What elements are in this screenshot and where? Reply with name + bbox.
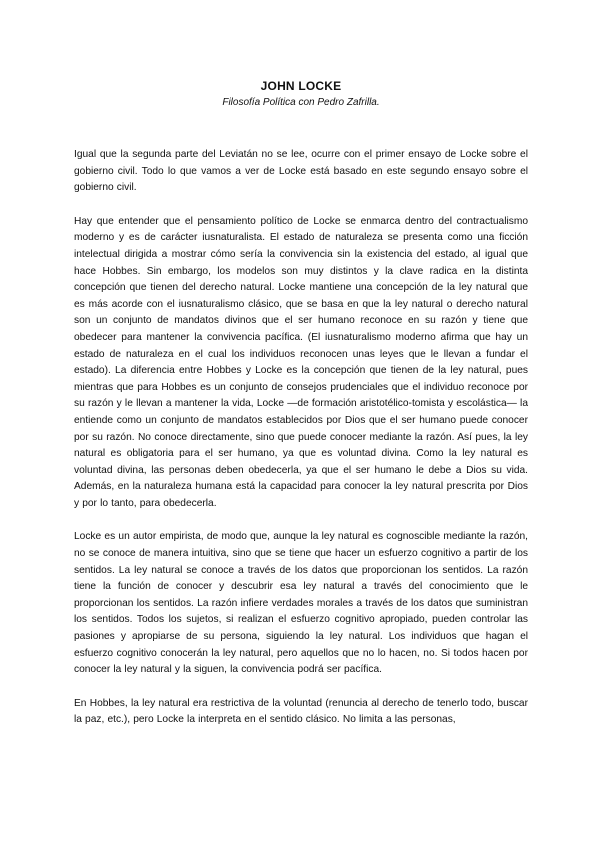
paragraph-hobbes-comparison: En Hobbes, la ley natural era restrictiva de la voluntad (renuncia al derecho de tenerlo todo, buscar la paz, etc.), pero Locke la interpreta en el sentido clásico. No limita a las personas,: [74, 697, 528, 726]
paragraph-intro: Igual que la segunda parte del Leviatán no se lee, ocurre con el primer ensayo de Locke sobre el gobierno civil. Todo lo que vamos a ver de Locke está basado en este segundo ensayo sobre el gobierno civil.: [74, 149, 528, 194]
document-subtitle: Filosofía Política con Pedro Zafrilla.: [222, 97, 380, 108]
document-title: JOHN LOCKE: [260, 79, 342, 93]
paragraph-empiricism: Locke es un autor empirista, de modo que, aunque la ley natural es cognoscible mediante la razón, no se conoce de manera intuitiva, sino que se tiene que hacer un esfuerzo cognitivo a partir de los sentidos. La ley natural se conoce a través de los datos que proporcionan los sentidos. La razón tiene la función de conocer y descubrir esa ley natural a través del conocimiento que le proporcionan los sentidos. La razón infiere verdades morales a través de los datos que suministran los sentidos. Todos los sujetos, si realizan el esfuerzo cognitivo apropiado, pueden controlar las pasiones y apropiarse de su persona, siguiendo la ley natural. Los individuos que hagan el esfuerzo cognitivo conocerán la ley natural, pero aquellos que no lo hacen, no. Si todos hacen por conocer la ley natural y la siguen, la convivencia podrá ser pacífica.: [74, 531, 528, 676]
document-body: [74, 147, 528, 729]
paragraph-contractualism: Hay que entender que el pensamiento político de Locke se enmarca dentro del contractualismo moderno y es de carácter iusnaturalista. El estado de naturaleza se presenta como una ficción intelectual dirigida a mostrar cómo sería la convivencia sin la existencia del estado, al igual que hace Hobbes. Sin embargo, los modelos son muy distintos y la clave radica en la distinta concepción que tienen del derecho natural. Locke mantiene una concepción de la ley natural que es más acorde con el iusnaturalismo clásico, que se basa en que la ley natural o derecho natural son un conjunto de mandatos divinos que el ser humano reconoce en su razón y tiene que obedecer para mantener la convivencia pacífica. (El iusnaturalismo moderno afirma que hay un estado de naturaleza en el cual los individuos reconocen unas leyes que le llevan a fundar el estado). La diferencia entre Hobbes y Locke es la concepción que tienen de la ley natural, pues mientras que para Hobbes es un conjunto de consejos prudenciales que el individuo reconoce por su razón y le llevan a mantener la vida, Locke —de formación aristotélico-tomista y escolástica— la entiende como un conjunto de mandatos establecidos por Dios que el ser humano puede conocer por su razón. No conoce directamente, sino que puede conocer mediante la razón. Así pues, la ley natural es obligatoria para el ser humano, ya que es voluntad divina. Como la ley natural es voluntad divina, las personas deben obedecerla, ya que el ser humano le debe a Dios su vida. Además, en la naturaleza humana está la capacidad para conocer la ley natural prescrita por Dios y por lo tanto, para obedecerla.: [74, 215, 528, 509]
